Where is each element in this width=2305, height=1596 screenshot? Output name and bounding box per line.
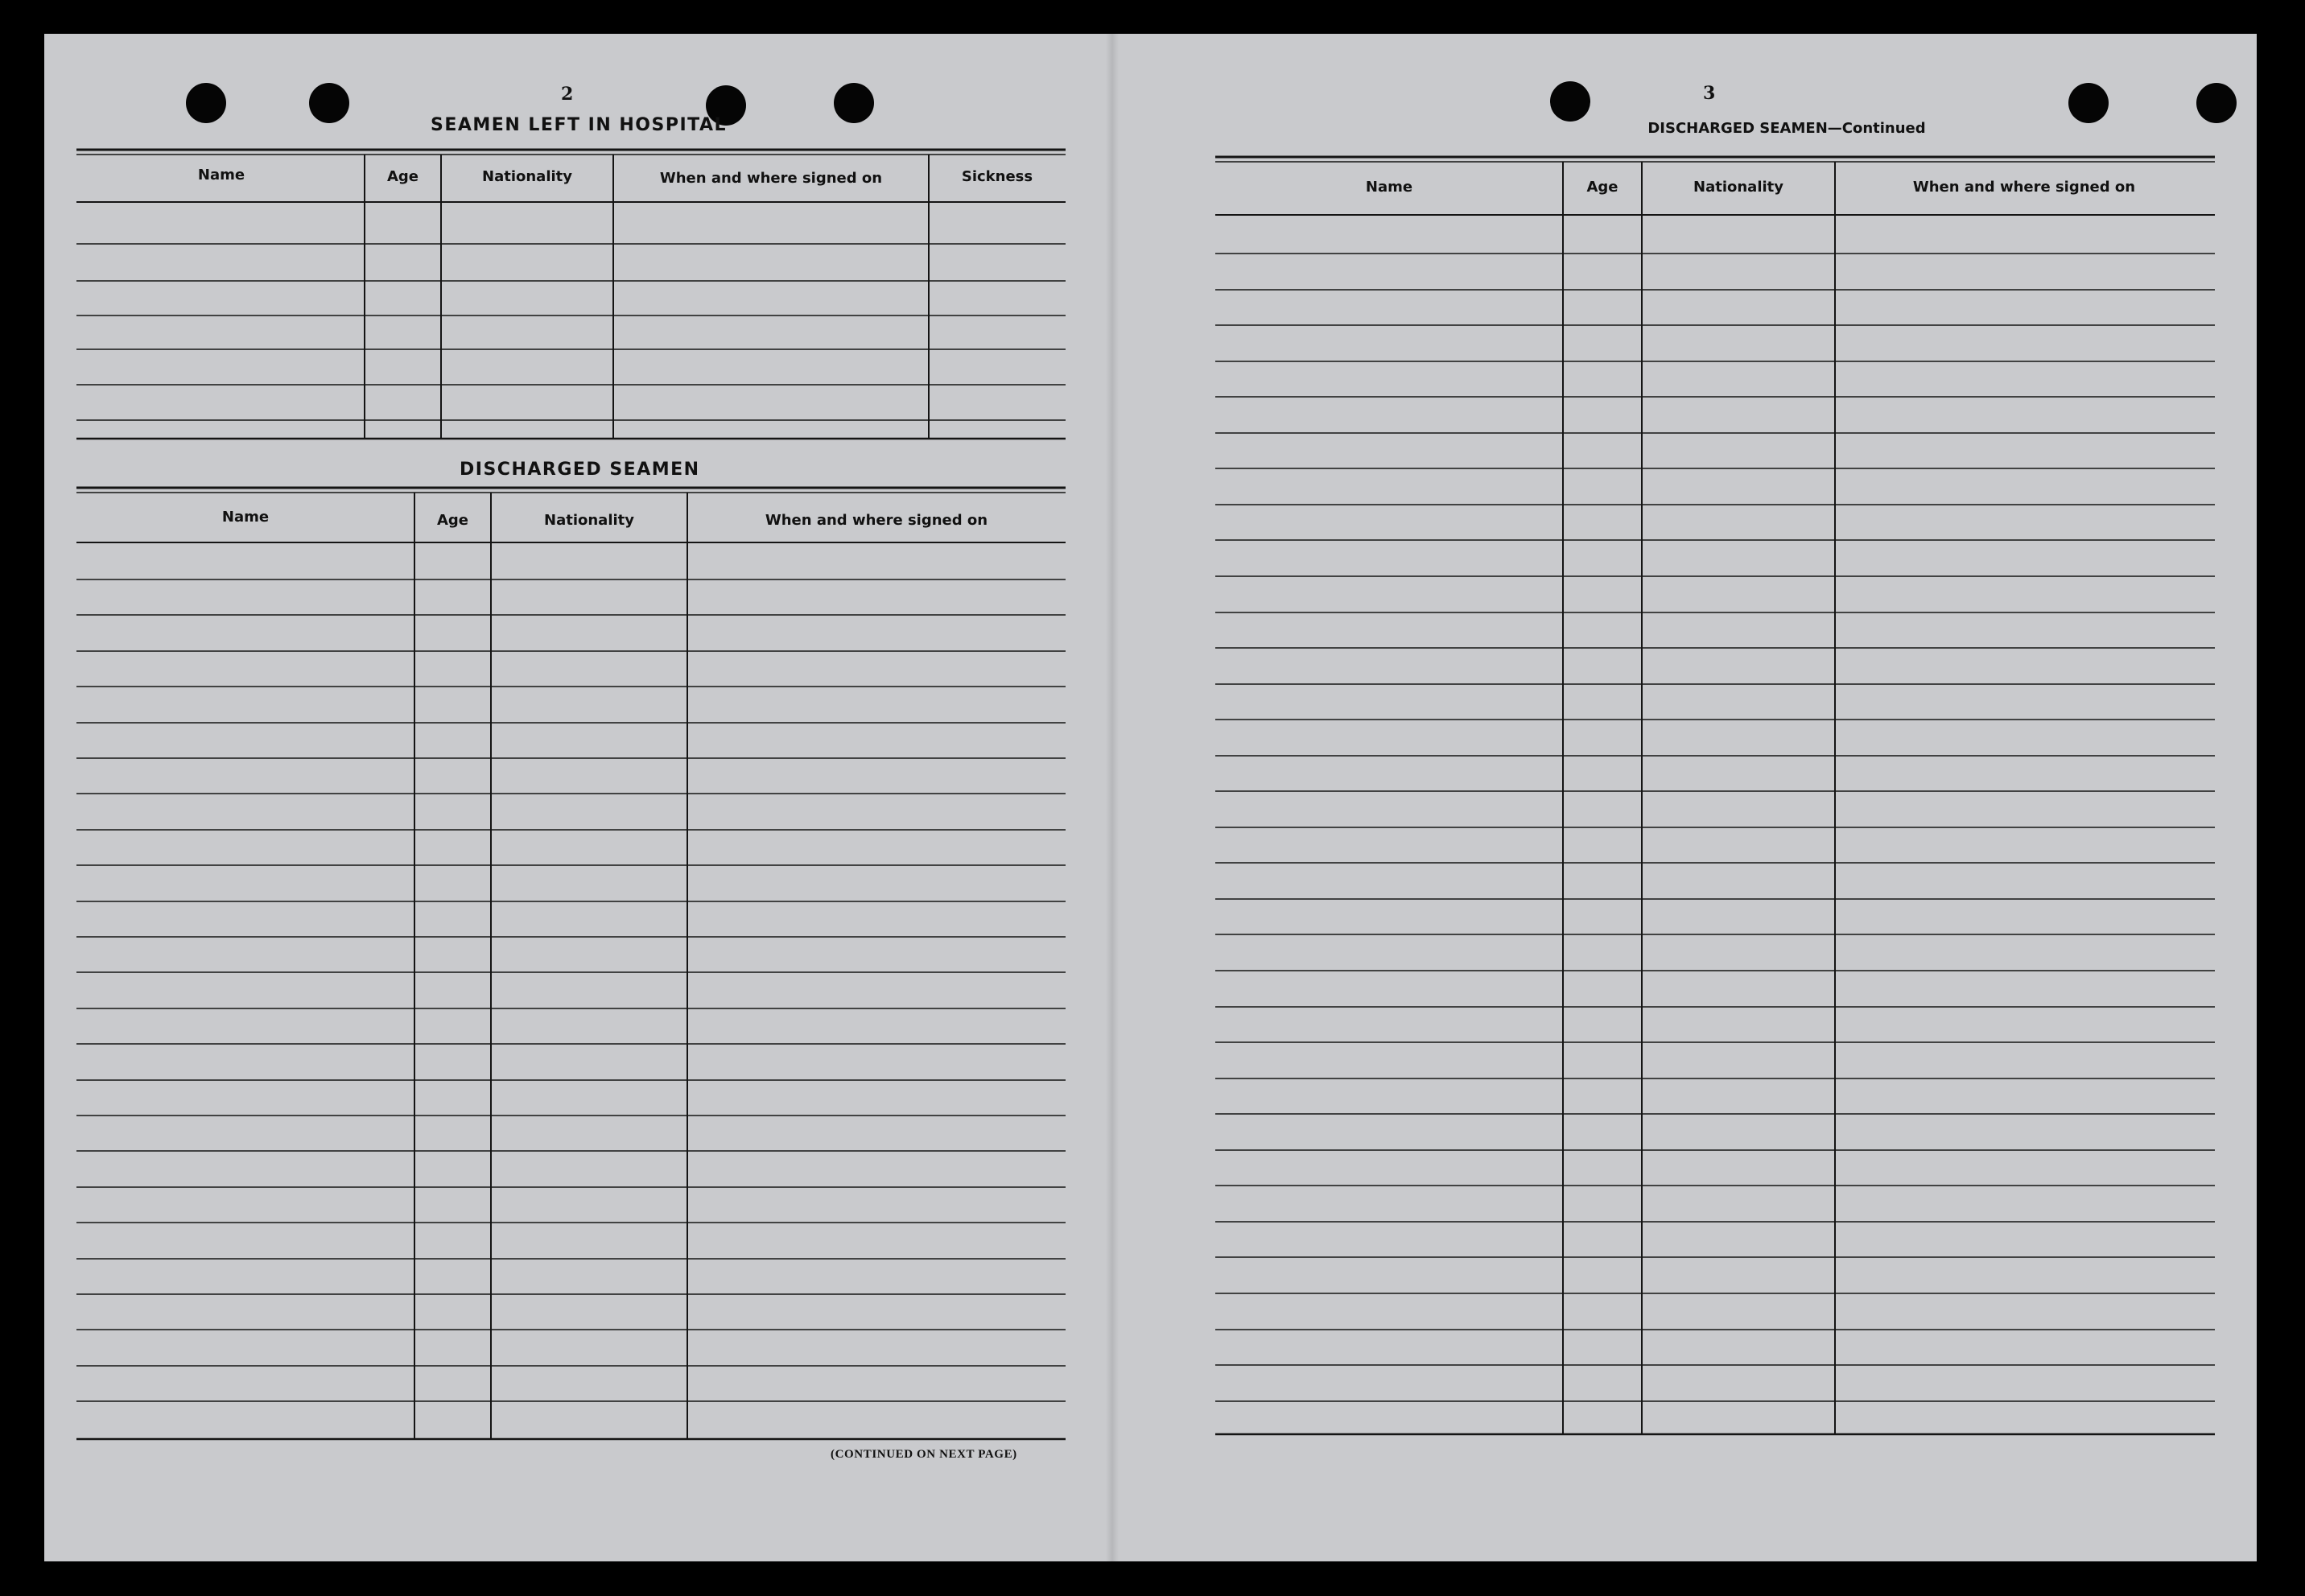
discharged-col-nationality: Nationality: [544, 512, 634, 529]
discharged-col-age: Age: [436, 512, 469, 529]
continued-col-nationality: Nationality: [1693, 179, 1783, 196]
continued-col-signed-on: When and where signed on: [1912, 179, 2136, 196]
hospital-col-signed-on: When and where signed on: [659, 170, 883, 187]
continued-footer: (CONTINUED ON NEXT PAGE): [831, 1448, 1017, 1461]
hospital-col-nationality: Nationality: [482, 168, 572, 185]
continued-col-age: Age: [1586, 179, 1618, 196]
hospital-section-title: SEAMEN LEFT IN HOSPITAL: [431, 115, 728, 135]
discharged-section-title: DISCHARGED SEAMEN: [460, 460, 700, 480]
discharged-col-name: Name: [221, 509, 270, 526]
hospital-col-age: Age: [386, 168, 419, 185]
page-number: 2: [561, 84, 574, 105]
continued-section-title: DISCHARGED SEAMEN—Continued: [1647, 120, 1926, 137]
page-number: 3: [1703, 83, 1716, 104]
hospital-col-sickness: Sickness: [961, 168, 1033, 185]
continued-col-name: Name: [1365, 179, 1413, 196]
hospital-col-name: Name: [197, 167, 245, 184]
discharged-col-signed-on: When and where signed on: [765, 512, 988, 529]
